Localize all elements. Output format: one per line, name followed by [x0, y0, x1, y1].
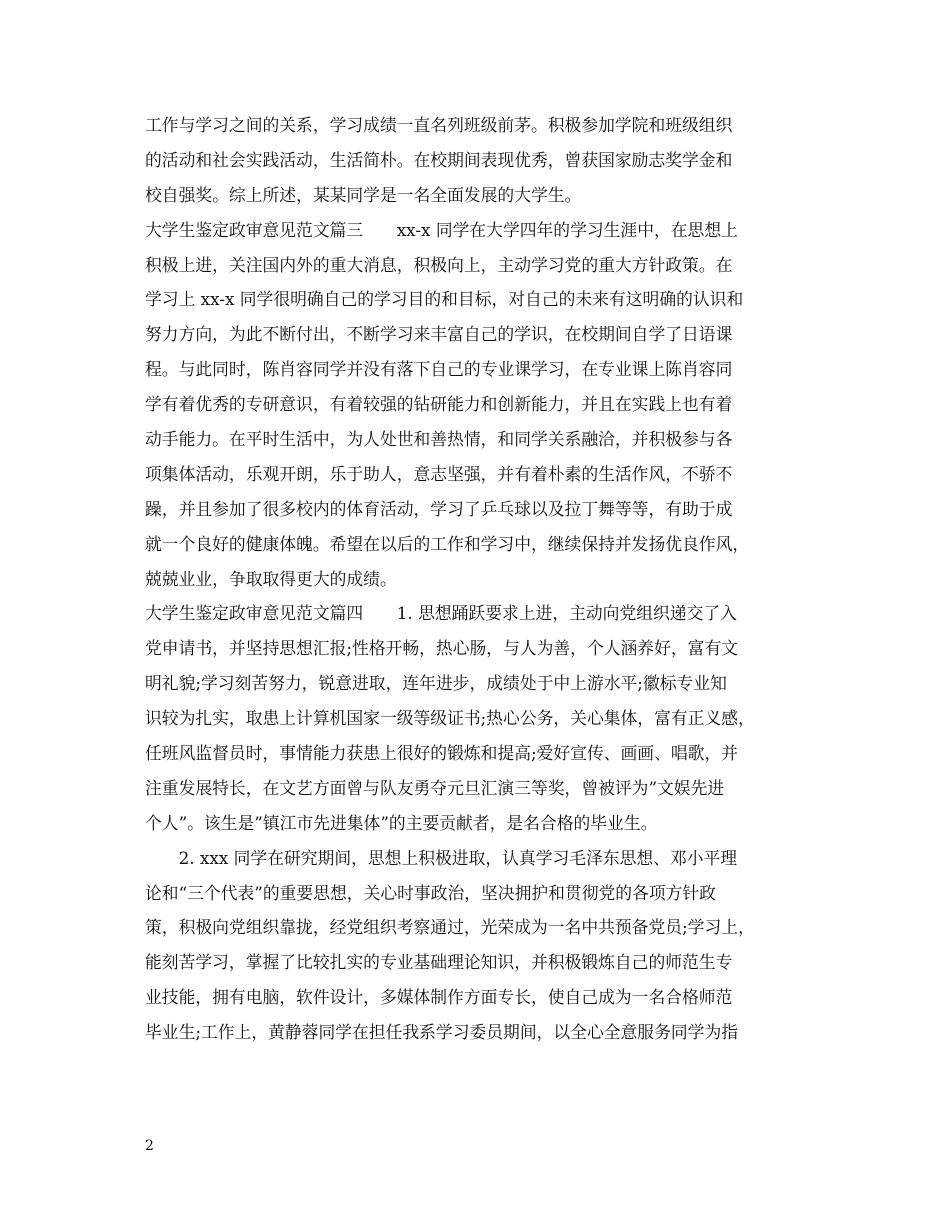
text-line: 党申请书，并坚持思想汇报;性格开畅，热心肠，与人为善，个人涵养好，富有文	[145, 638, 739, 659]
text-line: 2. xxx 同学在研究期间，思想上积极进取，认真学习毛泽东思想、邓小平理	[145, 847, 738, 868]
text-line: 工作与学习之间的关系，学习成绩一直名列班级前茅。积极参加学院和班级组织	[145, 115, 733, 135]
text-line: 任班风监督员时，事情能力获患上很好的锻炼和提高;爱好宣传、画画、唱歌，并	[145, 743, 739, 764]
text-line: 学习上 xx-x 同学很明确自己的学习目的和目标，对自己的未来有这明确的认识和	[145, 289, 744, 310]
text-line: 校自强奖。综上所述，某某同学是一名全面发展的大学生。	[145, 184, 582, 205]
text-line: 大学生鉴定政审意见范文篇三 xx-x 同学在大学四年的学习生涯中，在思想上	[145, 219, 738, 240]
text-line: 学有着优秀的专研意识，有着较强的钻研能力和创新能力，并且在实践上也有着	[145, 394, 733, 415]
text-line: 动手能力。在平时生活中，为人处世和善热情，和同学关系融洽，并积极参与各	[145, 429, 733, 450]
text-line: 论和“三个代表”的重要思想，关心时事政治，坚决拥护和贯彻党的各项方针政	[145, 882, 716, 903]
text-line: 程。与此同时，陈肖容同学并没有落下自己的专业课学习，在专业课上陈肖容同	[145, 359, 733, 380]
text-line: 大学生鉴定政审意见范文篇四 1. 思想踊跃要求上进，主动向党组织递交了入	[145, 603, 737, 624]
text-line: 躁，并且参加了很多校内的体育活动，学习了乒乓球以及拉丁舞等等，有助于成	[145, 498, 733, 519]
text-line: 识较为扎实，取患上计算机国家一级等级证书;热心公务，关心集体，富有正义感，	[145, 708, 755, 729]
text-line: 策，积极向党组织靠拢，经党组织考察通过，光荣成为一名中共预备党员;学习上，	[145, 917, 755, 938]
text-line: 就一个良好的健康体魄。希望在以后的工作和学习中，继续保持并发扬优良作风，	[145, 533, 750, 554]
text-line: 积极上进，关注国内外的重大消息，积极向上，主动学习党的重大方针政策。在	[145, 254, 733, 275]
text-line: 兢兢业业，争取取得更大的成绩。	[145, 568, 397, 589]
document-body	[145, 108, 810, 1050]
text-line: 项集体活动，乐观开朗，乐于助人，意志坚强，并有着朴素的生活作风，不骄不	[145, 463, 733, 484]
text-line: 注重发展特长，在文艺方面曾与队友勇夺元旦汇演三等奖，曾被评为”文娱先进	[145, 777, 725, 798]
text-line: 毕业生;工作上，黄静蓉同学在担任我系学习委员期间，以全心全意服务同学为指	[145, 1022, 739, 1043]
text-line: 能刻苦学习，掌握了比较扎实的专业基础理论知识，并积极锻炼自己的师范生专	[145, 952, 733, 973]
text-line: 明礼貌;学习刻苦努力，锐意进取，连年进步，成绩处于中上游水平;徽标专业知	[145, 673, 727, 694]
text-line: 业技能，拥有电脑，软件设计，多媒体制作方面专长，使自己成为一名合格师范	[145, 987, 733, 1008]
text-line: 个人”。该生是”镇江市先进集体”的主要贡献者，是名合格的毕业生。	[145, 812, 658, 833]
text-line: 的活动和社会实践活动，生活简朴。在校期间表现优秀，曾获国家励志奖学金和	[145, 149, 733, 170]
page-number: 2	[145, 1138, 154, 1154]
text-line: 努力方向，为此不断付出，不断学习来丰富自己的学识，在校期间自学了日语课	[145, 324, 733, 345]
